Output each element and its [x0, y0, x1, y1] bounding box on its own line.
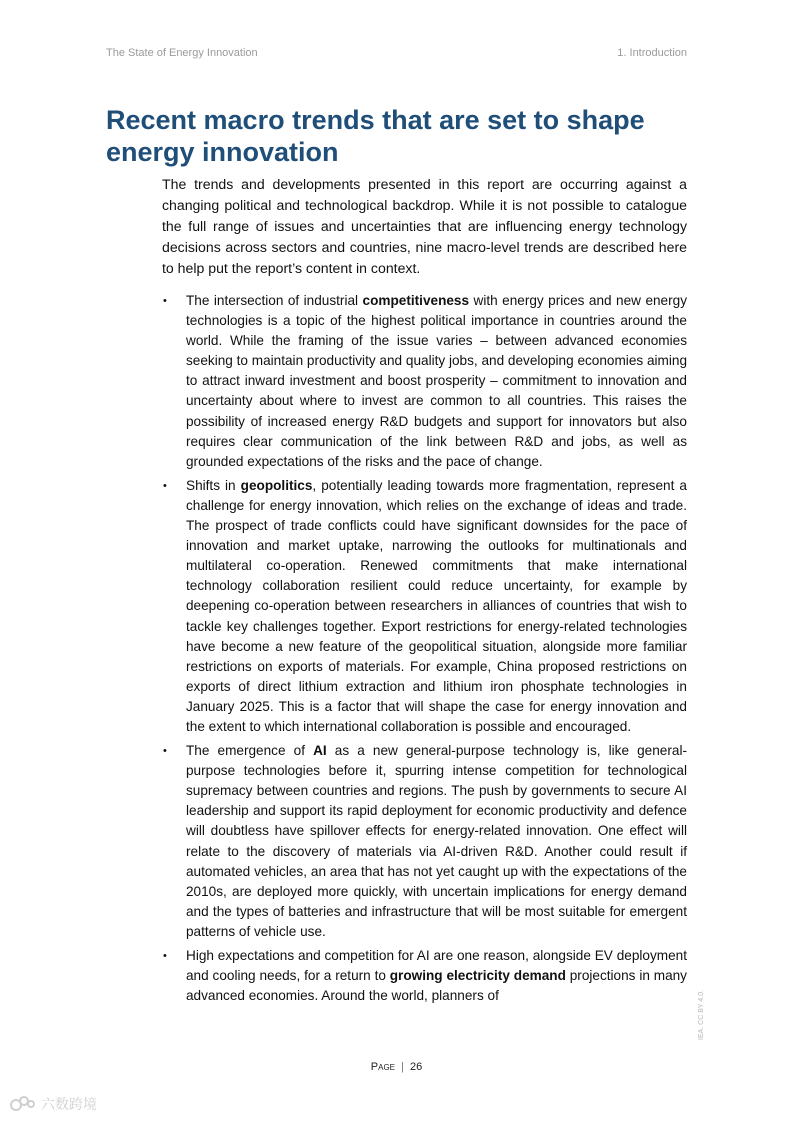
running-header-left: The State of Energy Innovation: [106, 47, 258, 59]
bullet-text-before: The emergence of: [186, 743, 314, 759]
page-label: Page: [370, 1061, 395, 1073]
bullet-text-after: with energy prices and new energy technologies is a topic of the highest political importance in countries around the world. While the framing of the issue varies – between advanced economies seeking to maintain productivity and quality jobs, and developing economies aiming to attract inward investment and boost prosperity – commitment to innovation and uncertainty about where to invest are common to all countries. This raises the possibility of increased energy R&D budgets and support for innovators but also requires clear communication of the link between R&D and jobs, as well as grounded expectations of the risks and the pace of change.: [186, 293, 688, 469]
bullet-icon: •: [163, 950, 167, 962]
bullet-icon: •: [163, 479, 167, 492]
license-note: IEA. CC BY 4.0.: [698, 989, 705, 1040]
watermark-text: 六数跨境: [41, 1096, 97, 1112]
bullet-item-geopolitics: [162, 476, 687, 737]
watermark: [8, 1094, 97, 1114]
bullet-item-electricity-demand: [162, 946, 687, 1006]
bullet-keyword: geopolitics: [240, 477, 313, 493]
bullet-keyword: competitiveness: [362, 293, 470, 308]
intro-paragraph: The trends and developments presented in this report are occurring against a changing political and technological backdrop. While it is not possible to catalogue the full range of issues and uncertainties that are influencing energy technology decisions across sectors and countries, nine macro-level trends are described here to help put the report’s content in context.: [162, 176, 687, 276]
bullet-icon: •: [163, 745, 167, 758]
bullet-icon: •: [163, 295, 167, 307]
bullet-text-after: , potentially leading towards more fragmentation, represent a challenge for energy innovation, which relies on the exchange of ideas and trade. The prospect of trade conflicts could have significant downsides for the pace of innovation and market uptake, narrowing the outlooks for multinationals and multilateral co-operation. Renewed commitments that make international technology collaboration resilient could reduce uncertainty, for example by deepening co-operation between researchers in alliances of countries that wish to tackle key challenges together. Export restrictions for energy-related technologies have become a new feature of the geopolitical situation, alongside more familiar restrictions on exports of materials. For example, China proposed restrictions on exports of direct lithium extraction and lithium iron phosphate technologies in January 2025. This is a factor that will shape the case for energy innovation and the extent to which international collaboration is possible and encouraged.: [186, 477, 687, 734]
bullet-text-before: High expectations and competition for AI are one reason, alongside EV deployment and cooling needs, for a return to: [186, 948, 687, 984]
watermark-logo-icon: [8, 1095, 38, 1113]
bullet-text-before: Shifts in: [186, 477, 241, 493]
page-number: 26: [409, 1061, 423, 1073]
page-separator: |: [401, 1061, 404, 1073]
bullet-keyword: growing electricity demand: [389, 968, 566, 984]
trend-bullet-list: [162, 291, 687, 1010]
bullet-item-ai: [162, 741, 687, 942]
bullet-text-before: The intersection of industrial: [186, 293, 363, 308]
page-footer: [0, 1061, 793, 1073]
section-title: Recent macro trends that are set to shape energy innovation: [106, 105, 645, 167]
bullet-text-after: as a new general-purpose technology is, like general-purpose technologies before it, spurring intense competition for technological supremacy between countries and regions. The push by governments to secure AI leadership and support its rapid deployment for economic productivity and defence will doubtless have spillover effects for energy-related innovation. One effect will relate to the discovery of materials via AI-driven R&D. Another could result if automated vehicles, an area that has not yet caught up with the expectations of the 2010s, are deployed more quickly, with uncertain implications for energy demand and the types of batteries and infrastructure that will be most suitable for emergent patterns of vehicle use.: [186, 743, 687, 939]
running-header-right: 1. Introduction: [617, 47, 687, 59]
bullet-keyword: AI: [313, 743, 327, 759]
bullet-item-competitiveness: [162, 291, 687, 472]
bullet-text-after: projections in many advanced economies. Around the world, planners of: [186, 968, 687, 1004]
